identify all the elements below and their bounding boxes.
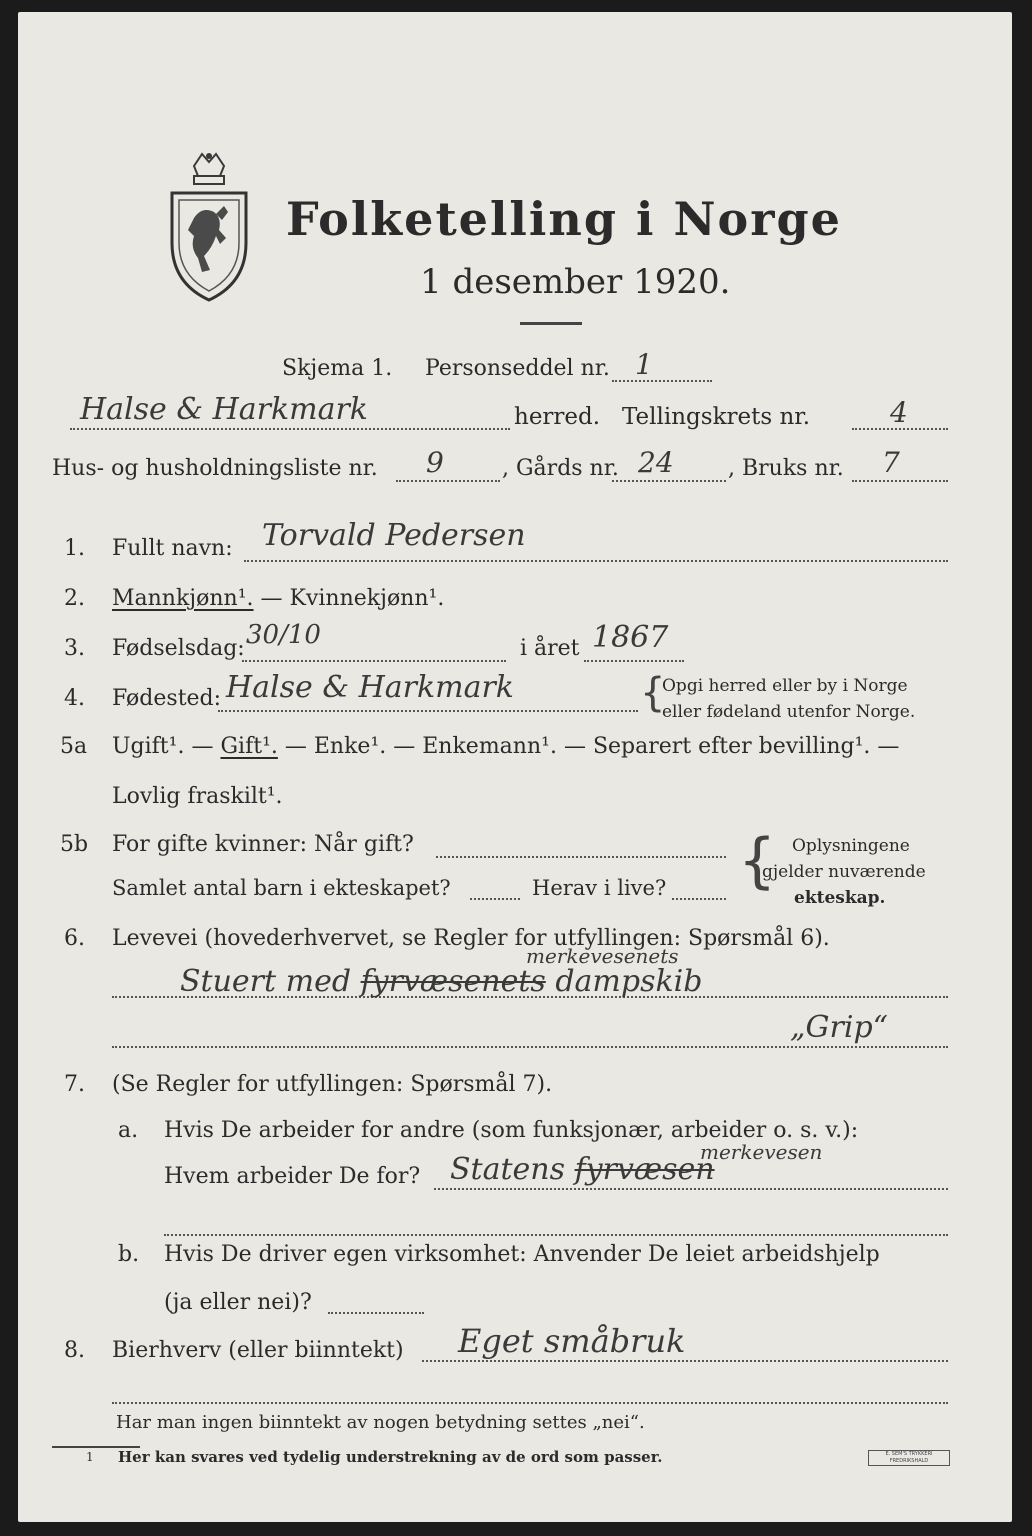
- husholdningsliste-label: Hus- og husholdningsliste nr.: [52, 456, 378, 481]
- gaards-label: , Gårds nr.: [502, 456, 619, 481]
- q3-number: 3.: [64, 636, 85, 661]
- q4-label: Fødested:: [112, 686, 222, 711]
- personseddel-label: Personseddel nr.: [425, 356, 610, 381]
- q6-label: Levevei (hovederhvervet, se Regler for utfyllingen: Spørsmål 6).: [112, 926, 830, 951]
- birthplace-note-1: Opgi herred eller by i Norge: [662, 676, 908, 696]
- q7a-line1: Hvis De arbeider for andre (som funksjonær, arbeider o. s. v.):: [164, 1118, 859, 1143]
- q1-number: 1.: [64, 536, 85, 561]
- birth-day-value: 30/10: [246, 620, 321, 650]
- q5b-children-label: Samlet antal barn i ekteskapet?: [112, 876, 451, 900]
- year-label: i året: [520, 636, 580, 661]
- title-divider: [520, 322, 582, 325]
- schema-label: Skjema 1.: [282, 356, 393, 381]
- brace-icon: {: [640, 670, 666, 716]
- page-title: Folketelling i Norge: [286, 192, 842, 246]
- full-name-value: Torvald Pedersen: [262, 518, 526, 553]
- birthplace-value: Halse & Harkmark: [226, 670, 514, 705]
- q2-number: 2.: [64, 586, 85, 611]
- no-income-note: Har man ingen biinntekt av nogen betydning settes „nei“.: [116, 1412, 645, 1433]
- ship-name-value: „Grip“: [790, 1010, 888, 1045]
- q7-label: (Se Regler for utfyllingen: Spørsmål 7).: [112, 1072, 553, 1097]
- employer-part-1: Statens: [450, 1152, 566, 1187]
- q7-number: 7.: [64, 1072, 85, 1097]
- herred-value: Halse & Harkmark: [80, 392, 368, 427]
- personseddel-value: 1: [635, 348, 653, 381]
- marital-gift-underlined: Gift¹.: [220, 734, 278, 759]
- bruks-value: 7: [882, 446, 900, 479]
- q5b-note-1: Oplysningene: [792, 836, 910, 856]
- gender-male-underlined: Mannkjønn¹.: [112, 586, 254, 611]
- q5b-number: 5b: [60, 832, 89, 857]
- employer-value: [450, 1152, 715, 1187]
- gender-options: [112, 586, 444, 611]
- q5b-line1: For gifte kvinner: Når gift?: [112, 832, 414, 857]
- occupation-part-2: dampskib: [555, 964, 703, 999]
- q5b-note-2: gjelder nuværende: [762, 862, 926, 882]
- q8-label: Bierhverv (eller biinntekt): [112, 1338, 404, 1363]
- side-income-value: Eget småbruk: [458, 1322, 686, 1360]
- footnote-mark: 1: [86, 1450, 94, 1464]
- gender-female: Kvinnekjønn¹.: [289, 586, 445, 611]
- printer-stamp: E. SEM'S TRYKKERI FREDRIKSHALD: [868, 1450, 950, 1466]
- gender-separator: —: [253, 586, 290, 611]
- q5a-number: 5a: [60, 734, 88, 759]
- marital-options: Ugift¹. — Gift¹. — Enke¹. — Enkemann¹. — Separert efter bevilling¹. —: [112, 734, 900, 759]
- occupation-insertion: merkevesenets: [526, 944, 679, 968]
- birth-year-value: 1867: [592, 620, 669, 655]
- husholdningsliste-value: 9: [426, 446, 444, 479]
- tellingskrets-label: Tellingskrets nr.: [622, 404, 811, 430]
- q8-number: 8.: [64, 1338, 85, 1363]
- q3-label: Fødselsdag:: [112, 636, 245, 661]
- brace-icon: {: [738, 826, 777, 896]
- employer-struck-word: fyrvæsen: [574, 1152, 715, 1187]
- occupation-struck-word: fyrvæsenets: [360, 964, 546, 999]
- marital-ugift: Ugift¹.: [112, 734, 185, 759]
- q7a-line2: Hvem arbeider De for?: [164, 1164, 421, 1189]
- tellingskrets-value: 4: [890, 396, 908, 429]
- herred-label: herred.: [514, 404, 601, 430]
- q7a-letter: a.: [118, 1118, 139, 1143]
- marital-lovlig-fraskilt: Lovlig fraskilt¹.: [112, 784, 283, 809]
- marital-rest: — Enke¹. — Enkemann¹. — Separert efter bevilling¹. —: [284, 734, 900, 759]
- q4-number: 4.: [64, 686, 85, 711]
- birthplace-note-2: eller fødeland utenfor Norge.: [662, 702, 916, 722]
- gaards-value: 24: [638, 446, 674, 479]
- occupation-value: [180, 964, 702, 999]
- q7b-line2: (ja eller nei)?: [164, 1290, 312, 1315]
- footnote-text: Her kan svares ved tydelig understrekning av de ord som passer.: [118, 1448, 663, 1466]
- norwegian-coat-of-arms-icon: [164, 148, 254, 308]
- q6-number: 6.: [64, 926, 85, 951]
- q7b-line1: Hvis De driver egen virksomhet: Anvender De leiet arbeidshjelp: [164, 1242, 880, 1267]
- employer-insertion: merkevesen: [700, 1140, 823, 1164]
- q5b-note-3: ekteskap.: [794, 888, 886, 908]
- q7b-letter: b.: [118, 1242, 140, 1267]
- bruks-label: , Bruks nr.: [728, 456, 844, 481]
- census-date: 1 desember 1920.: [420, 262, 731, 302]
- q1-label: Fullt navn:: [112, 536, 233, 561]
- occupation-part-1: Stuert med: [180, 964, 352, 999]
- q5b-alive-label: Herav i live?: [532, 876, 667, 900]
